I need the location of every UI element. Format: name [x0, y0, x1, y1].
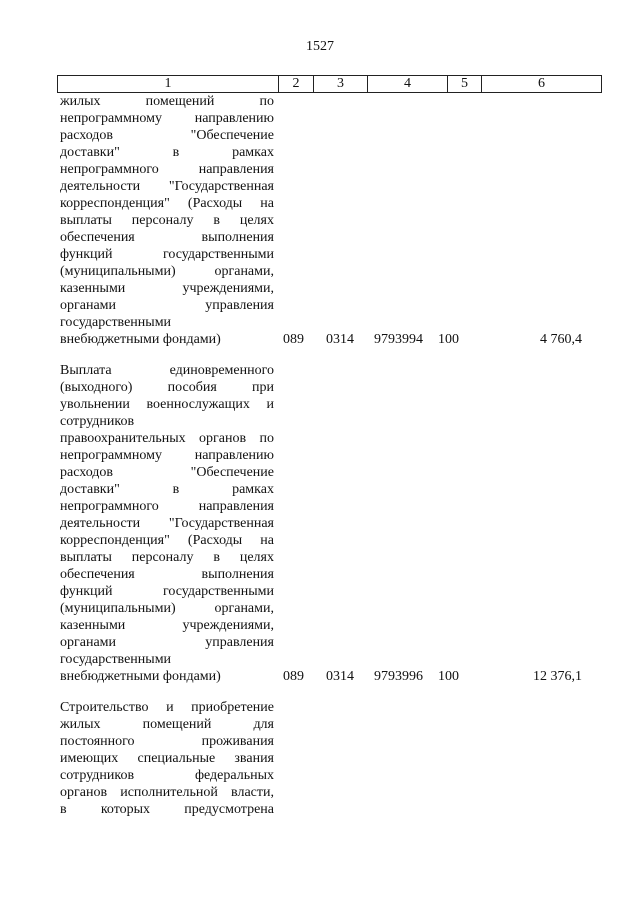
description-line: органами управления	[60, 635, 274, 650]
column-header-3: 3	[314, 76, 368, 93]
cell-col6-amount: 12 376,1	[533, 669, 582, 684]
description-line: расходов "Обеспечение	[60, 465, 274, 480]
description-line: непрограммного направления	[60, 499, 274, 514]
column-header-2: 2	[279, 76, 314, 93]
description-line: непрограммному направлению	[60, 111, 274, 126]
description-line: (муниципальными) органами,	[60, 601, 274, 616]
description-line: внебюджетными фондами)	[60, 332, 221, 347]
description-line: внебюджетными фондами)	[60, 669, 221, 684]
cell-col2: 089	[283, 669, 304, 684]
description-line: органов исполнительной власти,	[60, 785, 274, 800]
description-line: казенными учреждениями,	[60, 618, 274, 633]
description-line: государственными	[60, 315, 172, 330]
column-header-row	[58, 76, 602, 93]
description-line: расходов "Обеспечение	[60, 128, 274, 143]
row-description	[60, 699, 274, 818]
description-line: непрограммного направления	[60, 162, 274, 177]
description-line: непрограммному направлению	[60, 448, 274, 463]
description-line: увольнении военнослужащих и	[60, 397, 274, 412]
column-header-table	[57, 75, 602, 93]
cell-col3: 0314	[326, 669, 354, 684]
page-number: 1527	[306, 39, 334, 54]
description-line: функций государственными	[60, 584, 274, 599]
column-header-4: 4	[368, 76, 448, 93]
description-line: органами управления	[60, 298, 274, 313]
cell-col4: 9793994	[374, 332, 423, 347]
description-line: (муниципальными) органами,	[60, 264, 274, 279]
description-line: государственными	[60, 652, 172, 667]
column-header-6: 6	[482, 76, 602, 93]
description-line: корреспонденция" (Расходы на	[60, 533, 274, 548]
row-description	[60, 93, 274, 348]
cell-col2: 089	[283, 332, 304, 347]
description-line: казенными учреждениями,	[60, 281, 274, 296]
description-line: Выплата единовременного	[60, 363, 274, 378]
description-line: выплаты персоналу в целях	[60, 213, 274, 228]
column-header-5: 5	[448, 76, 482, 93]
description-line: корреспонденция" (Расходы на	[60, 196, 274, 211]
description-line: деятельности "Государственная	[60, 516, 274, 531]
column-header-1: 1	[58, 76, 279, 93]
description-line: обеспечения выполнения	[60, 567, 274, 582]
description-line: деятельности "Государственная	[60, 179, 274, 194]
description-line: в которых предусмотрена	[60, 802, 274, 817]
row-description	[60, 362, 274, 685]
cell-col4: 9793996	[374, 669, 423, 684]
description-line: (выходного) пособия при	[60, 380, 274, 395]
description-line: постоянного проживания	[60, 734, 274, 749]
description-line: функций государственными	[60, 247, 274, 262]
description-line: имеющих специальные звания	[60, 751, 274, 766]
description-line: правоохранительных органов по	[60, 431, 274, 446]
cell-col3: 0314	[326, 332, 354, 347]
description-line: обеспечения выполнения	[60, 230, 274, 245]
cell-col6-amount: 4 760,4	[540, 332, 582, 347]
description-line: доставки" в рамках	[60, 145, 274, 160]
cell-col5: 100	[438, 669, 459, 684]
description-line: сотрудников федеральных	[60, 768, 274, 783]
description-line: доставки" в рамках	[60, 482, 274, 497]
description-line: жилых помещений для	[60, 717, 274, 732]
description-line: выплаты персоналу в целях	[60, 550, 274, 565]
description-line: жилых помещений по	[60, 94, 274, 109]
description-line: Строительство и приобретение	[60, 700, 274, 715]
description-line: сотрудников	[60, 414, 135, 429]
cell-col5: 100	[438, 332, 459, 347]
